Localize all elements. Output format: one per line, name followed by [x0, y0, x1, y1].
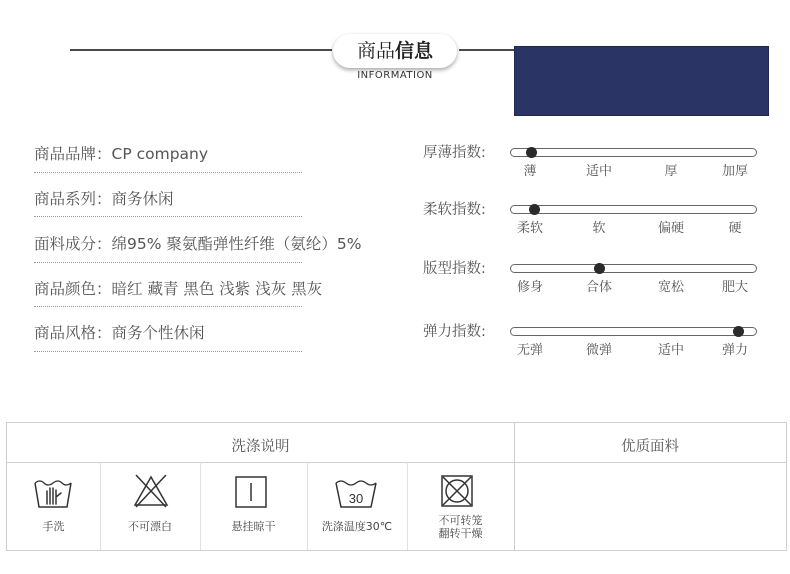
index-marker	[733, 326, 744, 337]
index-tick-label: 肥大	[721, 280, 749, 295]
attr-material	[34, 232, 361, 254]
index-tick-label: 偏硬	[657, 221, 685, 236]
index-label: 版型指数:	[423, 261, 486, 277]
line-dry-icon	[234, 475, 268, 509]
fabric-title: 优质面料	[621, 439, 679, 455]
index-tick-label: 软	[592, 221, 606, 236]
divider	[34, 172, 302, 173]
no-tumble-dry-icon	[440, 474, 474, 508]
care-cell-divider	[200, 462, 201, 550]
index-scale-track	[510, 205, 757, 214]
care-label: 悬挂晾干	[231, 520, 276, 533]
section-subtitle: INFORMATION	[357, 70, 433, 81]
index-tick-label: 适中	[585, 164, 613, 179]
index-scale-track	[510, 327, 757, 336]
attr-value: CP company	[111, 145, 209, 163]
attr-label: 商品系列：	[34, 190, 112, 208]
panel-header-divider	[7, 462, 786, 463]
index-tick-label: 厚	[664, 164, 678, 179]
index-scale-track	[510, 264, 757, 273]
divider	[34, 216, 302, 217]
attr-value: 绵95% 聚氨酯弹性纤维（氨纶）5%	[111, 235, 362, 253]
attr-label: 商品品牌：	[34, 145, 112, 163]
wash-temperature-value: 30	[348, 491, 364, 506]
care-label	[407, 514, 514, 540]
attr-brand	[34, 142, 208, 164]
index-marker	[594, 263, 605, 274]
header-rule-left	[70, 49, 332, 51]
index-label: 柔软指数:	[423, 202, 486, 218]
index-tick-label: 微弹	[585, 343, 613, 358]
attr-value: 商务个性休闲	[111, 324, 205, 342]
index-tick-label: 柔软	[516, 221, 544, 236]
index-tick-label: 无弹	[516, 343, 544, 358]
divider	[34, 351, 302, 352]
care-label: 手洗	[42, 520, 65, 533]
care-cell-divider	[100, 462, 101, 550]
attr-label: 面料成分：	[34, 235, 112, 253]
index-scale-track	[510, 148, 757, 157]
index-tick-label: 合体	[585, 280, 613, 295]
fabric-swatch	[514, 46, 769, 116]
index-label: 厚薄指数:	[423, 145, 486, 161]
index-tick-label: 宽松	[657, 280, 685, 295]
care-label: 不可漂白	[128, 520, 172, 533]
divider	[34, 262, 302, 263]
index-tick-label: 修身	[516, 280, 544, 295]
index-tick-label: 硬	[728, 221, 742, 236]
care-title: 洗涤说明	[231, 439, 290, 455]
care-panel	[6, 422, 787, 551]
index-marker	[526, 147, 537, 158]
attr-label: 商品颜色：	[34, 280, 112, 298]
index-tick-label: 薄	[523, 164, 537, 179]
index-tick-label: 适中	[657, 343, 685, 358]
attr-value: 商务休闲	[111, 190, 174, 208]
attr-colors	[34, 277, 322, 299]
attr-value: 暗红 藏青 黑色 浅紫 浅灰 黑灰	[111, 280, 323, 298]
attr-style	[34, 321, 205, 343]
section-title-bold: 信息	[395, 40, 434, 62]
care-label-line: 不可转笼	[438, 514, 483, 527]
care-label-line: 翻转干燥	[438, 527, 483, 540]
no-bleach-icon	[132, 473, 170, 509]
care-cell-divider	[307, 462, 308, 550]
section-title-regular: 商品	[356, 40, 395, 62]
index-marker	[529, 204, 540, 215]
care-label: 洗涤温度30℃	[321, 520, 393, 533]
index-label: 弹力指数:	[423, 324, 486, 340]
index-tick-label: 加厚	[721, 164, 749, 179]
wash-temperature-icon	[334, 477, 378, 511]
divider	[34, 306, 302, 307]
attr-series	[34, 187, 174, 209]
section-title	[333, 34, 457, 68]
index-tick-label: 弹力	[721, 343, 749, 358]
hand-wash-icon	[33, 477, 73, 511]
attr-label: 商品风格：	[34, 324, 112, 342]
